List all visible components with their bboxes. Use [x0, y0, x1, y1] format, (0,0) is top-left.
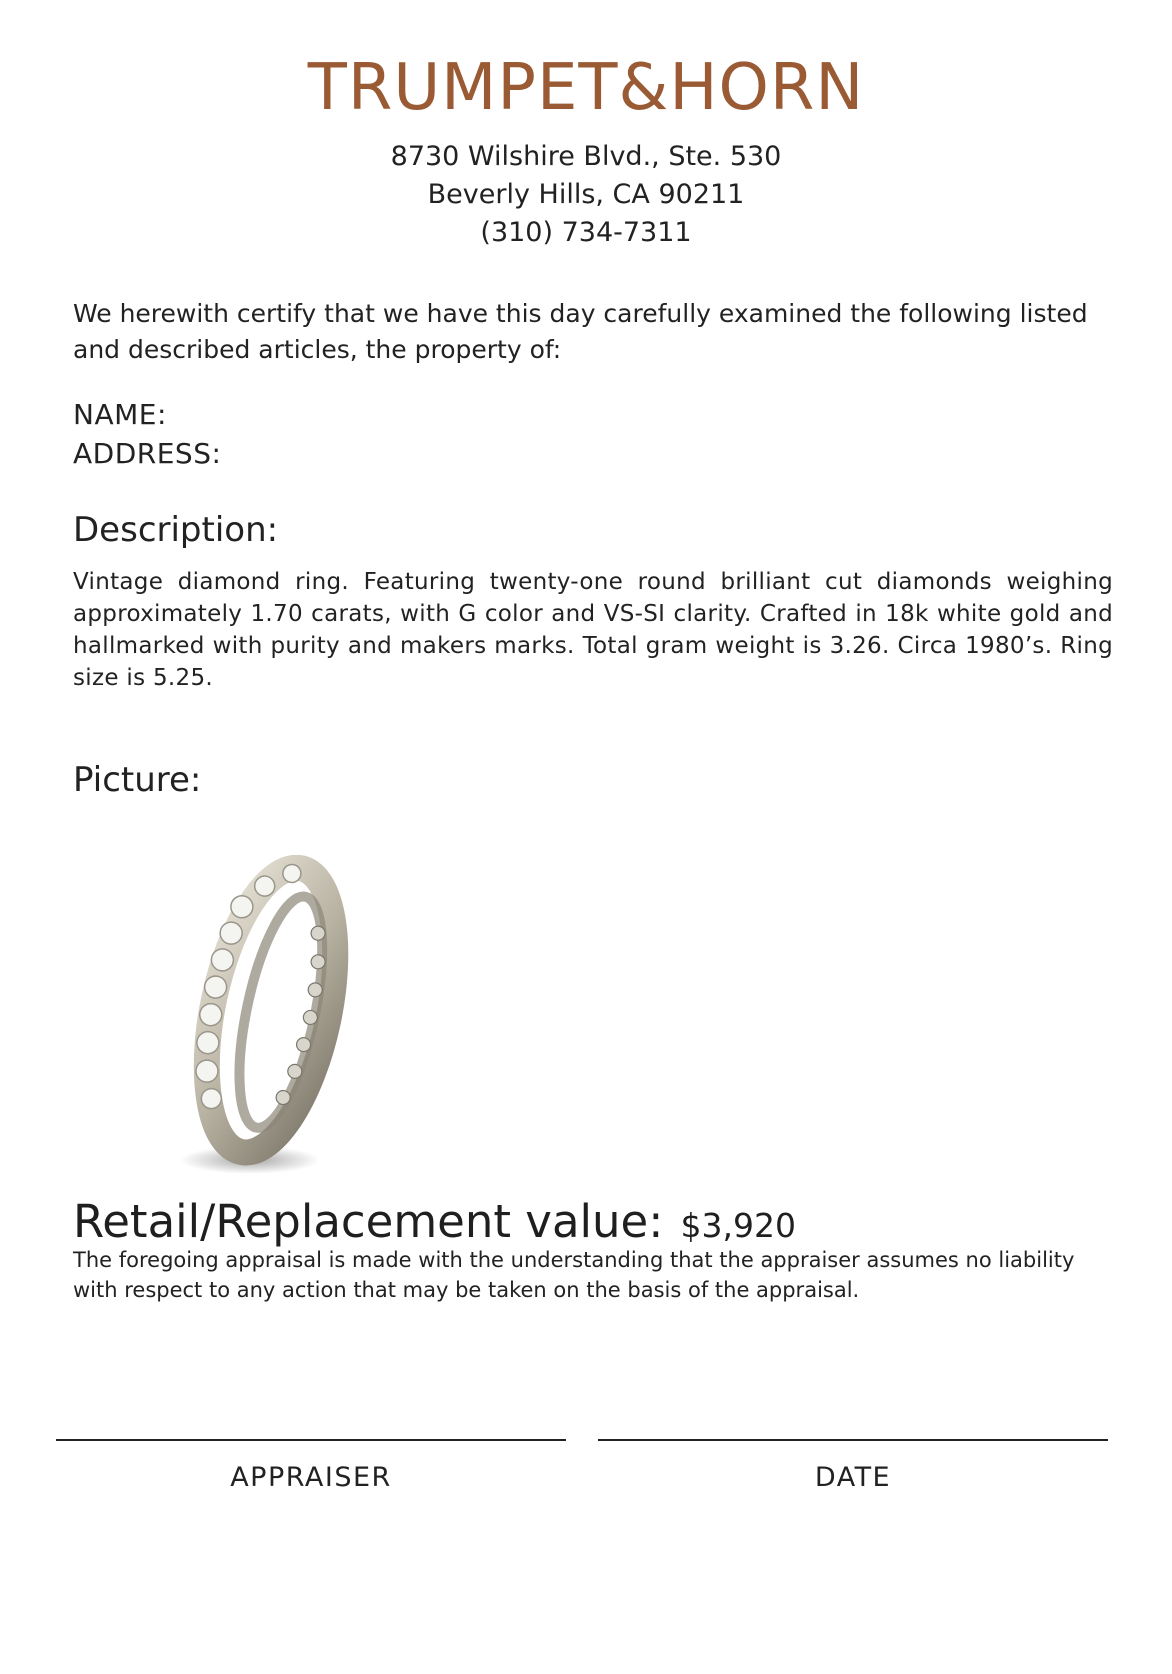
address-line-1: 8730 Wilshire Blvd., Ste. 530	[390, 141, 782, 172]
phone-number: (310) 734-7311	[480, 217, 692, 248]
address-line-2: Beverly Hills, CA 90211	[427, 179, 745, 210]
value-row	[73, 1195, 796, 1248]
date-signature-line	[598, 1439, 1108, 1441]
ring-photo	[160, 855, 380, 1185]
description-heading: Description:	[73, 510, 279, 550]
value-label: Retail/Replacement value:	[73, 1195, 664, 1248]
name-label: NAME:	[73, 398, 167, 431]
appraiser-signature-line	[56, 1439, 566, 1441]
appraisal-disclaimer: The foregoing appraisal is made with the understanding that the appraiser assumes no liability with respect to any action that may be taken on the basis of the appraisal.	[73, 1248, 1075, 1302]
address-label: ADDRESS:	[73, 437, 222, 470]
appraiser-label: APPRAISER	[230, 1462, 392, 1493]
brand-logo: TRUMPET&HORN	[307, 51, 865, 125]
picture-heading: Picture:	[73, 760, 202, 800]
date-label: DATE	[814, 1462, 892, 1493]
value-amount: $3,920	[680, 1206, 796, 1245]
certification-statement: We herewith certify that we have this day carefully examined the following listed and described articles, the property of:	[73, 299, 1088, 364]
description-text: Vintage diamond ring. Featuring twenty-one round brilliant cut diamonds weighing approximately 1.70 carats, with G color and VS-SI clarity. Crafted in 18k white gold and hallmarked with purity and makers marks. Total gram weight is 3.26. Circa 1980’s. Ring size is 5.25.	[73, 569, 1113, 691]
